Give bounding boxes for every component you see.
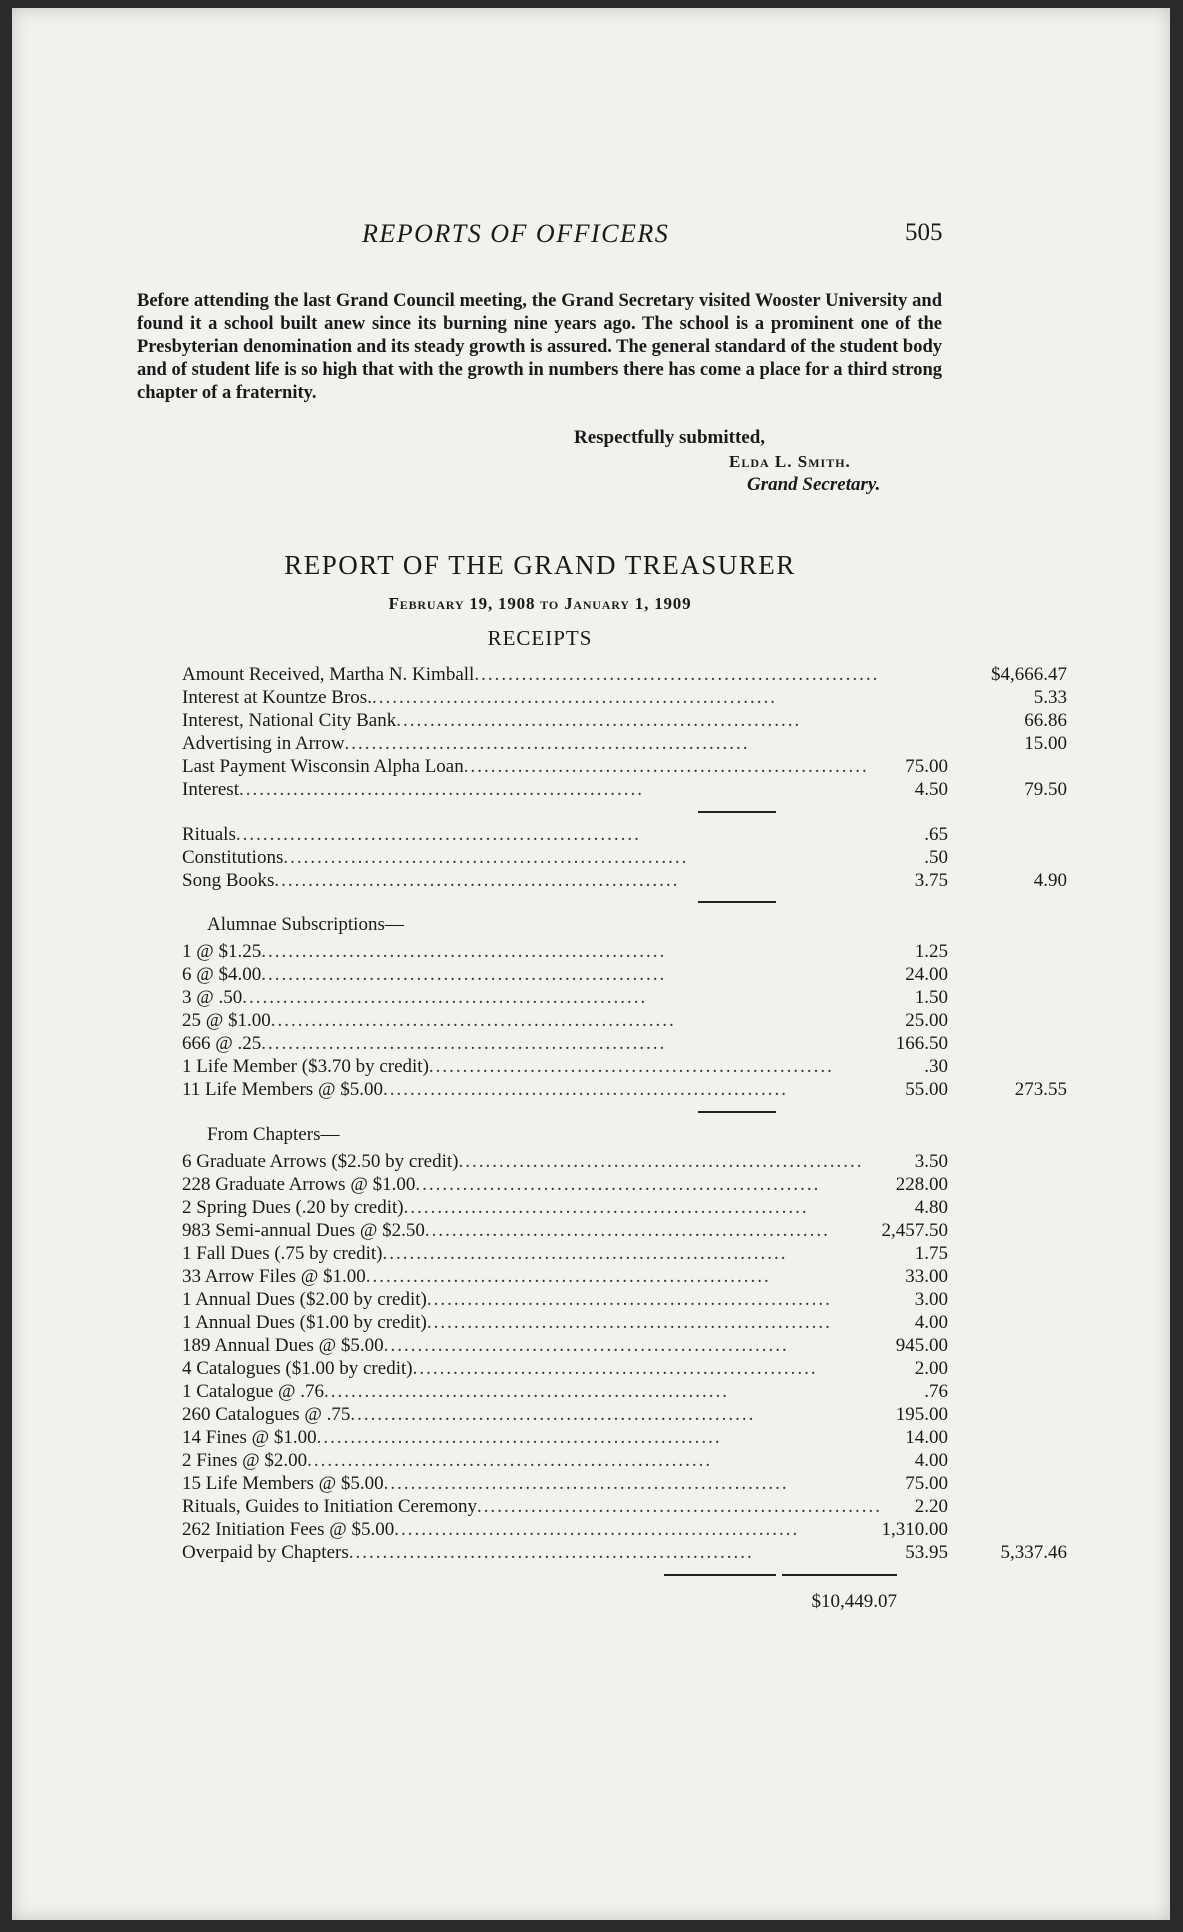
ledger-desc: Overpaid by Chapters............................................................ <box>182 1542 754 1563</box>
signer-title: Grand Secretary. <box>747 474 881 495</box>
ledger-row <box>182 940 948 963</box>
ledger-row <box>182 1541 1067 1564</box>
ledger-subtotal: $4,666.47 <box>991 664 1067 685</box>
ledger-desc: 33 Arrow Files @ $1.00............................................................ <box>182 1266 771 1287</box>
ledger-desc: Song Books............................................................ <box>182 870 680 891</box>
ledger-row <box>182 1078 1067 1101</box>
ledger-subtotal: 15.00 <box>1024 733 1067 754</box>
ledger-amount: 1.50 <box>914 987 948 1008</box>
ledger-amount: .50 <box>924 847 948 868</box>
ledger-desc: Constitutions............................................................ <box>182 847 689 868</box>
ledger-amount: 4.50 <box>914 779 948 800</box>
ledger-desc: 262 Initiation Fees @ $5.00............................................................ <box>182 1519 800 1540</box>
document-page <box>12 8 1170 1920</box>
ledger-amount: 195.00 <box>895 1404 948 1425</box>
ledger-subtotal: 79.50 <box>1024 779 1067 800</box>
ledger-desc: 14 Fines @ $1.00............................................................ <box>182 1427 722 1448</box>
ledger-amount: 1.25 <box>914 941 948 962</box>
group-heading-alumnae: Alumnae Subscriptions— <box>207 914 404 935</box>
ledger-desc: Rituals............................................................ <box>182 824 641 845</box>
ledger-desc: 25 @ $1.00............................................................ <box>182 1010 676 1031</box>
ledger-row <box>182 963 948 986</box>
ledger-row <box>182 1219 948 1242</box>
ledger-desc: 1 Annual Dues ($2.00 by credit)............................................................ <box>182 1289 832 1310</box>
rule-line <box>664 1574 776 1576</box>
ledger-desc: 1 Life Member ($3.70 by credit)............................................................ <box>182 1056 834 1077</box>
ledger-row <box>182 869 1067 892</box>
ledger-row <box>182 1242 948 1265</box>
ledger-desc: 2 Fines @ $2.00............................................................ <box>182 1450 713 1471</box>
letter-body: Before attending the last Grand Council meeting, the Grand Secretary visited Wooster University and found it a school built anew since its burning nine years ago. The school is a prominent one of the Presbyterian denomination and its steady growth is assured. The general standard of the student body and of student life is so high that with the growth in numbers there has come a place for a third strong chapter of a fraternity. <box>137 291 943 403</box>
ledger-desc: 6 @ $4.00............................................................ <box>182 964 667 985</box>
ledger-amount: 75.00 <box>905 1473 948 1494</box>
ledger-row <box>182 1357 948 1380</box>
ledger-subtotal: 4.90 <box>1033 870 1067 891</box>
ledger-amount: 4.00 <box>914 1450 948 1471</box>
ledger-desc: Last Payment Wisconsin Alpha Loan............................................................ <box>182 756 869 777</box>
group-heading-chapters: From Chapters— <box>207 1124 340 1145</box>
ledger-row <box>182 1495 948 1518</box>
ledger-amount: 14.00 <box>905 1427 948 1448</box>
report-title: REPORT OF THE GRAND TREASURER <box>284 550 796 580</box>
ledger-row <box>182 1196 948 1219</box>
ledger-desc: 11 Life Members @ $5.00............................................................ <box>182 1079 788 1100</box>
ledger-desc: 6 Graduate Arrows ($2.50 by credit)............................................................ <box>182 1151 864 1172</box>
ledger-amount: .65 <box>924 824 948 845</box>
ledger-row <box>182 1009 948 1032</box>
ledger-subtotal: 5.33 <box>1033 687 1067 708</box>
ledger-row <box>182 1449 948 1472</box>
ledger-amount: .30 <box>924 1056 948 1077</box>
ledger-amount: 55.00 <box>905 1079 948 1100</box>
ledger-row <box>182 1173 948 1196</box>
ledger-row <box>182 1311 948 1334</box>
ledger-amount: 33.00 <box>905 1266 948 1287</box>
ledger-row <box>182 1380 948 1403</box>
ledger-row <box>182 755 948 778</box>
ledger-amount: 3.00 <box>914 1289 948 1310</box>
ledger-row <box>182 709 1067 732</box>
rule-line <box>698 901 776 903</box>
ledger-desc: 4 Catalogues ($1.00 by credit)............................................................ <box>182 1358 818 1379</box>
ledger-desc: Advertising in Arrow............................................................ <box>182 733 750 754</box>
ledger-row <box>182 1426 948 1449</box>
ledger-desc: 189 Annual Dues @ $5.00............................................................ <box>182 1335 789 1356</box>
ledger-desc: 15 Life Members @ $5.00............................................................ <box>182 1473 789 1494</box>
ledger-amount: 3.50 <box>914 1151 948 1172</box>
ledger-desc: 1 @ $1.25............................................................ <box>182 941 667 962</box>
ledger-desc: 3 @ .50............................................................ <box>182 987 648 1008</box>
ledger-subtotal: 66.86 <box>1024 710 1067 731</box>
rule-line <box>782 1574 897 1576</box>
ledger-amount: 75.00 <box>905 756 948 777</box>
ledger-desc: 260 Catalogues @ .75............................................................ <box>182 1404 756 1425</box>
ledger-amount: 2,457.50 <box>881 1220 948 1241</box>
ledger-amount: 945.00 <box>895 1335 948 1356</box>
ledger-row <box>182 732 1067 755</box>
ledger-amount: 2.00 <box>914 1358 948 1379</box>
ledger-amount: 2.20 <box>914 1496 948 1517</box>
ledger-row <box>182 1055 948 1078</box>
ledger-desc: Amount Received, Martha N. Kimball............................................................ <box>182 664 880 685</box>
ledger-amount: .76 <box>924 1381 948 1402</box>
ledger-amount: 1,310.00 <box>881 1519 948 1540</box>
signer-name: Elda L. Smith. <box>729 452 851 471</box>
ledger-row <box>182 1032 948 1055</box>
ledger-row <box>182 1288 948 1311</box>
ledger-subtotal: 5,337.46 <box>1000 1542 1067 1563</box>
ledger-row <box>182 1403 948 1426</box>
ledger-row <box>182 1472 948 1495</box>
ledger-row <box>182 1265 948 1288</box>
rule-line <box>698 1111 776 1113</box>
ledger-row <box>182 986 948 1009</box>
ledger-desc: 2 Spring Dues (.20 by credit)............................................................ <box>182 1197 809 1218</box>
ledger-desc: Interest............................................................ <box>182 779 644 800</box>
running-head: REPORTS OF OFFICERS <box>362 219 670 248</box>
ledger-row <box>182 846 948 869</box>
ledger-row <box>182 663 1067 686</box>
page-number: 505 <box>905 219 943 246</box>
ledger-amount: 166.50 <box>895 1033 948 1054</box>
ledger-amount: 4.80 <box>914 1197 948 1218</box>
ledger-desc: 1 Fall Dues (.75 by credit)............................................................ <box>182 1243 788 1264</box>
ledger-amount: 1.75 <box>914 1243 948 1264</box>
ledger-row <box>182 1334 948 1357</box>
ledger-row <box>182 1150 948 1173</box>
ledger-amount: 24.00 <box>905 964 948 985</box>
ledger-amount: 53.95 <box>905 1542 948 1563</box>
ledger-desc: 983 Semi-annual Dues @ $2.50............................................................ <box>182 1220 830 1241</box>
grand-total: $10,449.07 <box>811 1591 897 1612</box>
section-label: RECEIPTS <box>487 626 593 650</box>
ledger-desc: Interest, National City Bank............................................................ <box>182 710 802 731</box>
ledger-row <box>182 823 948 846</box>
ledger-amount: 3.75 <box>914 870 948 891</box>
ledger-subtotal: 273.55 <box>1014 1079 1067 1100</box>
ledger-desc: 666 @ .25............................................................ <box>182 1033 667 1054</box>
ledger-amount: 228.00 <box>895 1174 948 1195</box>
ledger-desc: 1 Catalogue @ .76............................................................ <box>182 1381 730 1402</box>
ledger-row <box>182 778 1067 801</box>
ledger-row <box>182 1518 948 1541</box>
ledger-desc: Interest at Kountze Bros............................................................. <box>182 687 777 708</box>
rule-line <box>698 811 776 813</box>
report-dates: February 19, 1908 to January 1, 1909 <box>388 594 692 613</box>
ledger-desc: 228 Graduate Arrows @ $1.00............................................................ <box>182 1174 821 1195</box>
ledger-row <box>182 686 1067 709</box>
letter-closing: Respectfully submitted, <box>574 427 766 448</box>
ledger-amount: 25.00 <box>905 1010 948 1031</box>
ledger-desc: Rituals, Guides to Initiation Ceremony............................................................ <box>182 1496 882 1517</box>
ledger-amount: 4.00 <box>914 1312 948 1333</box>
ledger-desc: 1 Annual Dues ($1.00 by credit)............................................................ <box>182 1312 832 1333</box>
